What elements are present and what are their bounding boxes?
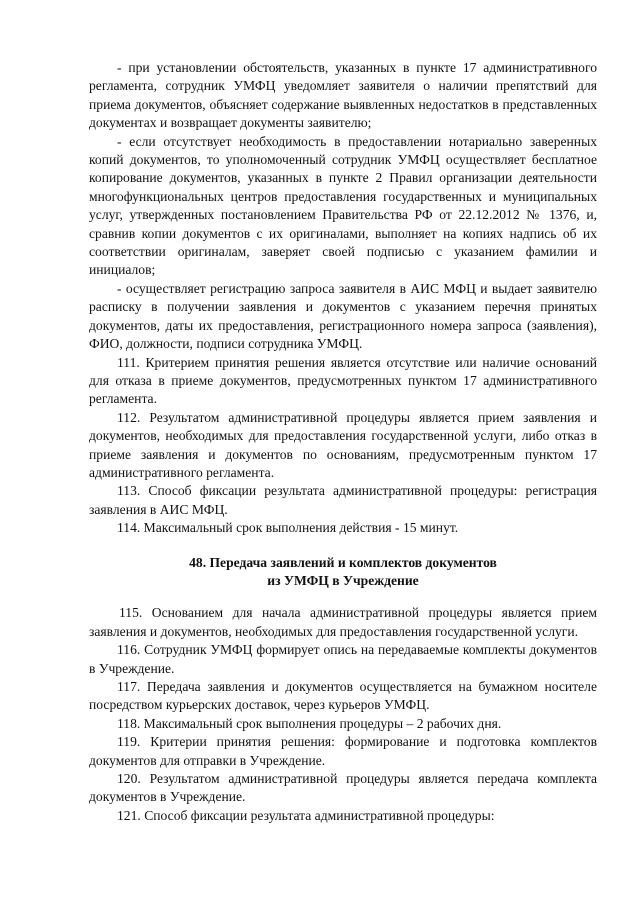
paragraph-116: 116. Сотрудник УМФЦ формирует опись на передаваемые комплекты документов в Учреждение. <box>89 642 597 676</box>
paragraph-registration: - осуществляет регистрацию запроса заявителя в АИС МФЦ и выдает заявителю расписку в получении заявления и документов с указанием перечня принятых документов, даты их предоставления, регистрационного номера запроса (заявления), ФИО, должности, подписи сотрудника УМФЦ. <box>89 280 597 352</box>
paragraph-119: 119. Критерии принятия решения: формирование и подготовка комплектов документов для отправки в Учреждение. <box>89 734 597 768</box>
section-heading <box>89 554 597 591</box>
paragraph-copying: - если отсутствует необходимость в предоставлении нотариально заверенных копий документов, то уполномоченный сотрудник УМФЦ осуществляет бесплатное копирование документов, указанных в пункте 2 Правил организации деятельности многофункциональных центров предоставления государственных и муниципальных услуг, утвержденных постановлением Правительства РФ от 22.12.2012 № 1376, и, сравнив копии документов с их оригиналами, выполняет на копиях надпись об их соответствии оригиналам, заверяет своей подписью с указанием фамилии и инициалов; <box>89 133 597 278</box>
document-page <box>89 59 597 825</box>
paragraph-121: 121. Способ фиксации результата административной процедуры: <box>117 807 495 823</box>
paragraph-120: 120. Результатом административной процедуры является передача комплекта документов в Учреждение. <box>89 771 597 805</box>
section-heading-line1: 48. Передача заявлений и комплектов документов <box>189 554 497 570</box>
section-heading-line2: из УМФЦ в Учреждение <box>267 572 419 588</box>
paragraph-112: 112. Результатом административной процедуры является прием заявления и документов, необходимых для предоставления государственной услуги, либо отказ в приеме заявления и документов по основаниям, предусмотренным пунктом 17 административного регламента. <box>89 409 597 480</box>
paragraph-113: 113. Способ фиксации результата административной процедуры: регистрация заявления в АИС МФЦ. <box>89 483 597 517</box>
paragraph-refusal-grounds: - при установлении обстоятельств, указанных в пункте 17 административного регламента, сотрудник УМФЦ уведомляет заявителя о наличии препятствий для приема документов, объясняет содержание выявленных недостатков в представленных документах и возвращает документы заявителю; <box>89 60 597 131</box>
paragraph-115: 115. Основанием для начала административной процедуры является прием заявления и документов, необходимых для предоставления государственной услуги. <box>89 605 597 639</box>
paragraph-114: 114. Максимальный срок выполнения действия - 15 минут. <box>117 520 459 536</box>
paragraph-111: 111. Критерием принятия решения является отсутствие или наличие оснований для отказа в приеме документов, предусмотренных пунктом 17 административного регламента. <box>89 354 597 407</box>
paragraph-118: 118. Максимальный срок выполнения процедуры – 2 рабочих дня. <box>117 715 502 731</box>
paragraph-117: 117. Передача заявления и документов осуществляется на бумажном носителе посредством курьерских доставок, через курьеров УМФЦ. <box>89 679 597 713</box>
